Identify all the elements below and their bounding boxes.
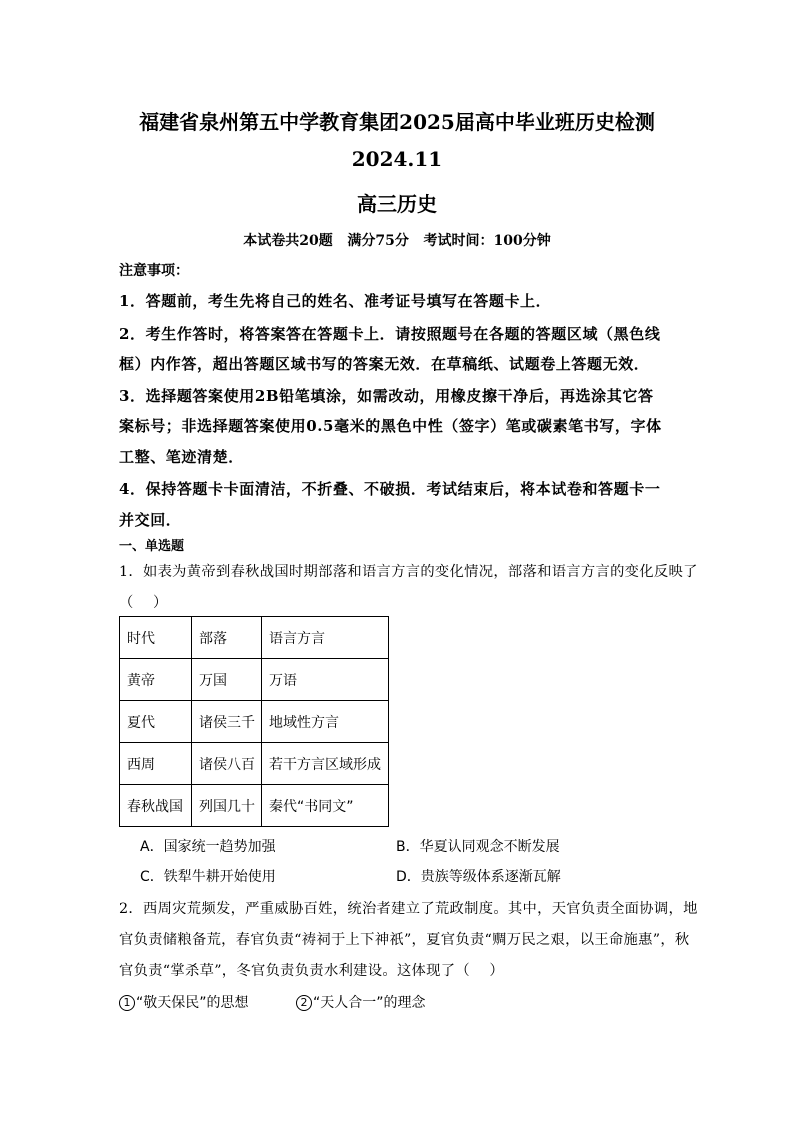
question-2-stem: 官负责“掌杀草”，冬官负责负责水利建设。这体现了（ ） xyxy=(119,963,504,979)
notice-item: 3．选择题答案使用2B铅笔填涂，如需改动，用橡皮擦干净后，再选涂其它答 xyxy=(119,387,654,405)
notice-item: 并交回． xyxy=(119,511,182,529)
table-row xyxy=(120,743,389,785)
table-cell: 万国 xyxy=(192,659,262,701)
section-heading: 一、单选题 xyxy=(119,539,185,554)
table-header-cell: 语言方言 xyxy=(262,617,389,659)
table-cell: 夏代 xyxy=(120,701,192,743)
notice-item: 案标号；非选择题答案使用0.5毫米的黑色中性（签字）笔或碳素笔书写，字体 xyxy=(119,417,662,435)
subject-title: 高三历史 xyxy=(357,192,437,216)
question-2-stem: 2．西周灾荒频发，严重威胁百姓，统治者建立了荒政制度。其中，天官负责全面协调，地 xyxy=(119,901,698,917)
option-c[interactable]: C．铁犁牛耕开始使用 xyxy=(140,869,276,885)
choice-text: “天人合一”的理念 xyxy=(313,995,426,1011)
question-1-blank: （ ） xyxy=(119,595,168,611)
option-d[interactable]: D．贵族等级体系逐渐瓦解 xyxy=(396,869,561,885)
notice-item: 框）内作答，超出答题区域书写的答案无效．在草稿纸、试题卷上答题无效． xyxy=(119,355,650,373)
table-cell: 西周 xyxy=(120,743,192,785)
table-header-row xyxy=(120,617,389,659)
notice-item: 工整、笔迹清楚． xyxy=(119,448,244,466)
table-cell: 诸侯八百 xyxy=(192,743,262,785)
option-b[interactable]: B．华夏认同观念不断发展 xyxy=(396,839,560,855)
table-cell: 黄帝 xyxy=(120,659,192,701)
question-2-choice-1[interactable] xyxy=(119,992,249,1012)
exam-info: 本试卷共20题 满分75分 考试时间：100分钟 xyxy=(243,233,551,249)
table-cell: 春秋战国 xyxy=(120,785,192,827)
notice-item: 2．考生作答时，将答案答在答题卡上．请按照题号在各题的答题区域（黑色线 xyxy=(119,325,661,343)
circled-number-icon: 1 xyxy=(119,995,135,1011)
choice-text: “敬天保民”的思想 xyxy=(136,995,249,1011)
table-cell: 万语 xyxy=(262,659,389,701)
exam-date: 2024.11 xyxy=(351,147,443,171)
table-cell: 诸侯三千 xyxy=(192,701,262,743)
circled-number-icon: 2 xyxy=(296,995,312,1011)
table-row xyxy=(120,701,389,743)
question-1-table xyxy=(119,616,389,827)
table-cell: 若干方言区域形成 xyxy=(262,743,389,785)
table-cell: 秦代“书同文” xyxy=(262,785,389,827)
notice-heading: 注意事项： xyxy=(119,263,189,279)
option-a[interactable]: A．国家统一趋势加强 xyxy=(140,839,276,855)
question-2-choice-2[interactable] xyxy=(296,992,426,1012)
table-cell: 列国几十 xyxy=(192,785,262,827)
exam-title: 福建省泉州第五中学教育集团2025届高中毕业班历史检测 xyxy=(139,110,655,134)
table-cell: 地域性方言 xyxy=(262,701,389,743)
question-2-stem: 官负责储粮备荒，春官负责“祷祠于上下神祇”，夏官负责“赒万民之艰，以王命施惠”，秋 xyxy=(119,932,690,948)
question-1-stem: 1．如表为黄帝到春秋战国时期部落和语言方言的变化情况，部落和语言方言的变化反映了 xyxy=(119,564,698,580)
table-row xyxy=(120,785,389,827)
table-row xyxy=(120,659,389,701)
notice-item: 4．保持答题卡卡面清洁，不折叠、不破损．考试结束后，将本试卷和答题卡一 xyxy=(119,480,661,498)
table-header-cell: 时代 xyxy=(120,617,192,659)
notice-item: 1．答题前，考生先将自己的姓名、准考证号填写在答题卡上． xyxy=(119,292,552,310)
table-header-cell: 部落 xyxy=(192,617,262,659)
